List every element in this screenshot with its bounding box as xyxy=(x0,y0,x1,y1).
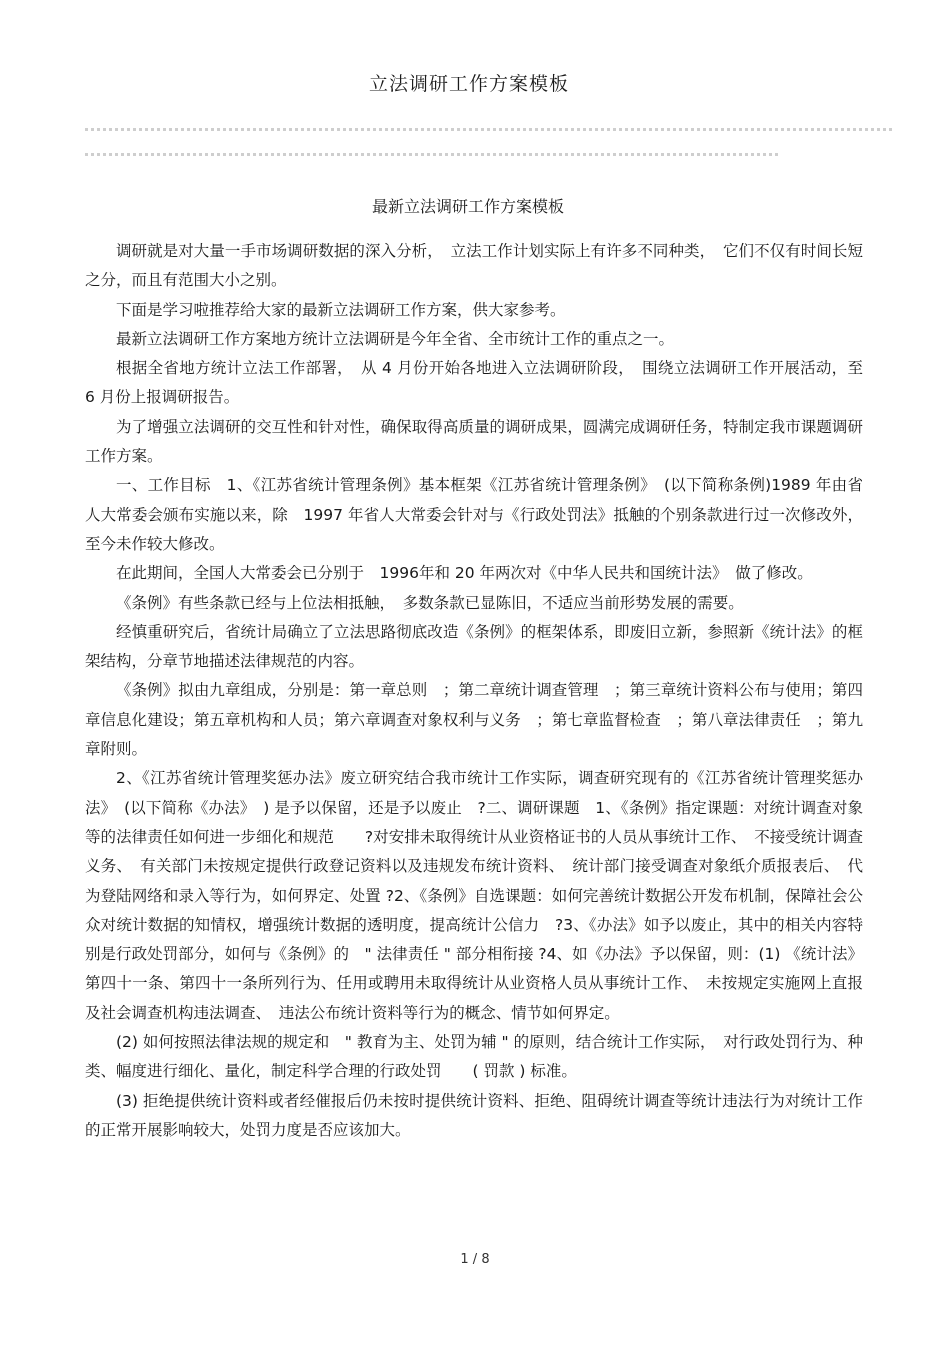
paragraph: 在此期间，全国人大常委会已分别于 1996年和 20 年两次对《中华人民共和国统计法》 做了修改。 xyxy=(116,564,813,583)
page-title: 立法调研工作方案模板 xyxy=(368,73,569,95)
paragraph: (2) 如何按照法律法规的规定和 " 教育为主、处罚为辅 " 的原则，结合统计工作实际， 对行政处罚行为、种类、幅度进行细化、量化，制定科学合理的行政处罚 ( 罚款 ) 标准。 xyxy=(85,1033,863,1081)
document-body xyxy=(85,237,879,1145)
paragraph: 为了增强立法调研的交互性和针对性，确保取得高质量的调研成果，圆满完成调研任务，特制定我市课题调研工作方案。 xyxy=(85,417,863,466)
paragraph: 一、工作目标 1、《江苏省统计管理条例》基本框架《江苏省统计管理条例》 (以下简称条例)1989 年由省人大常委会颁布实施以来，除 1997 年省人大常委会针对与《行政处罚法》抵触的个别条款进行过一次修改外，至今未作较大修改。 xyxy=(85,476,863,553)
page-indicator: 1 / 8 xyxy=(460,1252,490,1267)
paragraph: (3) 拒绝提供统计资料或者经催报后仍未按时提供统计资料、拒绝、阻碍统计调查等统计违法行为对统计工作的正常开展影响较大，处罚力度是否应该加大。 xyxy=(85,1091,863,1139)
scan-artifact-line xyxy=(85,153,780,156)
paragraph: 《条例》拟由九章组成，分别是：第一章总则 ；第二章统计调查管理 ；第三章统计资料公布与使用；第四章信息化建设；第五章机构和人员；第六章调查对象权利与义务 ；第七章监督检查 ；第八章法律责任 ；第九章附则。 xyxy=(85,681,863,759)
document-subtitle: 最新立法调研工作方案模板 xyxy=(371,197,564,216)
paragraph: 最新立法调研工作方案地方统计立法调研是今年全省、全市统计工作的重点之一。 xyxy=(116,329,675,348)
paragraph: 下面是学习啦推荐给大家的最新立法调研工作方案，供大家参考。 xyxy=(116,300,566,319)
paragraph: 经慎重研究后，省统计局确立了立法思路彻底改造《条例》的框架体系，即废旧立新，参照新《统计法》的框架结构，分章节地描述法律规范的内容。 xyxy=(85,622,863,671)
paragraph: 调研就是对大量一手市场调研数据的深入分析， 立法工作计划实际上有许多不同种类， 它们不仅有时间长短之分，而且有范围大小之别。 xyxy=(85,242,863,290)
scan-artifact-line xyxy=(85,128,895,131)
paragraph: 2、《江苏省统计管理奖惩办法》废立研究结合我市统计工作实际，调查研究现有的《江苏省统计管理奖惩办法》 (以下简称《办法》 ) 是予以保留，还是予以废止 ?二、调研课题 1、《条例》指定课题：对统计调查对象等的法律责任如何进一步细化和规范 ?对安排未取得统计从业资格证书的人员从事统计工作、 不接受统计调查义务、 有关部门未按规定提供行政登记资料以及违规发布统计资料、 统计部门接受调查对象纸介质报表后、 代为登陆网络和录入等行为，如何界定、处置 ?2、《条例》自选课题：如何完善统计数据公开发布机制，保障社会公众对统计数据的知情权，增强统计数据的透明度，提高统计公信力 ?3、《办法》如予以废止，其中的相关内容特别是行政处罚部分，如何与《条例》的 " 法律责任 " 部分相衔接 ?4、如《办法》予以保留，则：(1) 《统计法》第四十一条、第四十一条所列行为、任用或聘用未取得统计从业资格人员从事统计工作、 未按规定实施网上直报及社会调查机构违法调查、 违法公布统计资料等行为的概念、情节如何界定。 xyxy=(85,769,863,1022)
paragraph: 根据全省地方统计立法工作部署， 从 4 月份开始各地进入立法调研阶段， 围绕立法调研工作开展活动，至 6 月份上报调研报告。 xyxy=(85,359,879,407)
paragraph: 《条例》有些条款已经与上位法相抵触， 多数条款已显陈旧，不适应当前形势发展的需要。 xyxy=(116,593,744,612)
